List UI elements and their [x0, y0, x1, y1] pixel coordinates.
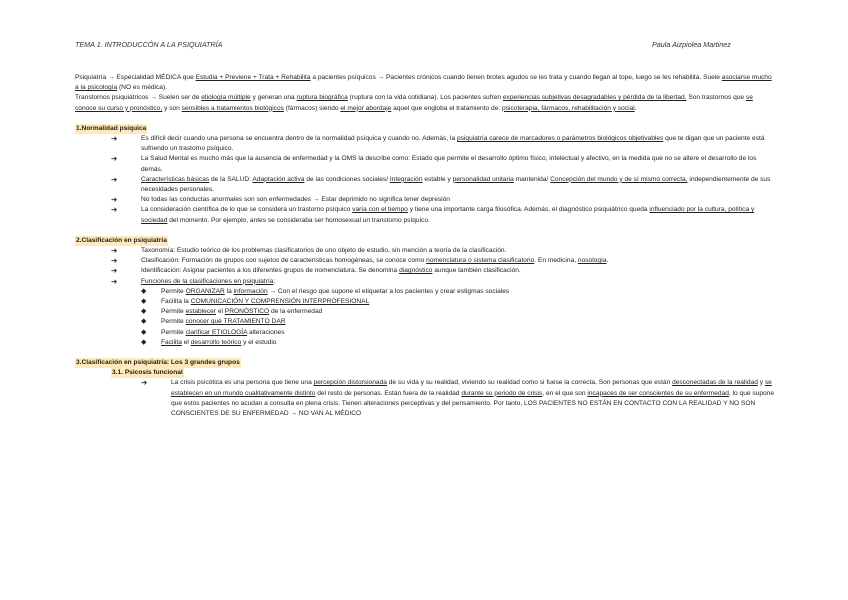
- diamond-bullet-icon: ◆: [141, 298, 147, 306]
- list-item: ◆ Permite conocer qué TRATAMIENTO DAR: [141, 317, 775, 327]
- diamond-bullet-icon: ◆: [141, 308, 147, 316]
- diamond-bullet-icon: ◆: [141, 328, 147, 336]
- intro-paragraph-1: Psiquiatría → Especialidad MÉDICA que Estudia + Previene + Trata + Rehabilita a pacientes psíquicos → Pacientes crónicos cuando tienen brotes agudos se les trata y cuando llegan al tope, luego se les rehabilita. Suele asociarse mucho a la psicología (NO es médica).: [75, 74, 772, 92]
- arrow-bullet-icon: ➔: [111, 276, 118, 286]
- section-2-title: 2.Clasificación en psiquiatría: [75, 236, 168, 246]
- arrow-bullet-icon: ➔: [111, 256, 118, 266]
- list-item: ◆ Permite ORGANIZAR la información → Con el riesgo que supone el etiquetar a los pacientes y crear estigmas sociales: [141, 287, 775, 297]
- arrow-bullet-icon: ➔: [111, 154, 118, 164]
- subsection-3-1-title: 3.1. Psicosis funcional: [111, 368, 184, 378]
- section-2: [75, 236, 775, 348]
- list-item: ➔ Taxonomía: Estudio teórico de los problemas clasificatorios de uno objeto de estudio, sin mención a teoría de la clasificación.: [111, 246, 507, 256]
- section-3-title: 3.Clasificación en psiquiatría: Los 3 grandes grupos: [75, 358, 241, 368]
- section-3: [75, 358, 775, 419]
- header-title: TEMA 1. INTRODUCCÓN A LA PSIQUIATRÍA: [75, 40, 223, 49]
- diamond-bullet-icon: ◆: [141, 338, 147, 346]
- list-item: ◆ Facilita la COMUNICACIÓN Y COMPRENSIÓN INTERPROFESIONAL: [141, 297, 775, 307]
- list-item: ◆ Permite clarificar ETIOLOGÍA alteraciones: [141, 328, 775, 338]
- header-author: Paula Aizpiolea Martinez: [652, 40, 731, 49]
- list-item: ◆ Facilita el desarrollo teórico y el estudio: [141, 338, 775, 348]
- list-item: ➔ Funciones de la clasificaciones en psiquiatría:: [111, 276, 276, 286]
- section-1-title: 1.Normalidad psíquica: [75, 124, 147, 134]
- section-1: [75, 124, 775, 226]
- arrow-bullet-icon: ➔: [111, 195, 118, 205]
- diamond-bullet-icon: ◆: [141, 318, 147, 326]
- list-item: ➔ Clasificación: Formación de grupos con sujetos de características homogéneas, se conoce como nomenclatura o sistema clasificatorio. En medicina, nosología.: [111, 256, 609, 266]
- list-item: ➔ La consideración científica de lo que se considera un trastorno psíquico varía con el tiempo y tiene una importante carga filosófica. Además, el diagnóstico psiquiátrico queda influenciado por la cultura, política y sociedad del momento. Por ejemplo, antes se consideraba ser homosexual un transtorno psíquico.: [111, 205, 755, 224]
- arrow-bullet-icon: ➔: [111, 134, 118, 144]
- arrow-bullet-icon: ➔: [111, 205, 118, 215]
- arrow-bullet-icon: ➔: [111, 266, 118, 276]
- diamond-bullet-icon: ◆: [141, 287, 147, 295]
- list-item: ➔ Características básicas de la SALUD: Adaptación activa de las condiciones sociales/ Integración estable y personalidad unitaria mantenida/ Concepción del mundo y de sí mismo correcta, independientemente de sus necesidades personales.: [111, 174, 771, 194]
- list-item: ➔ La crisis psicótica es una persona que tiene una percepción distorsionada de su vida y su realidad, viviendo su realidad como si fuese la correcta. Son personas que están desconectadas de la realidad y se establecen en un mundo cualitativamente distinto del resto de personas. Están fuera de la realidad durante su periodo de crisis, en el que son incapaces de ser conscientes de su enfermedad, lo que supone que estos pacientes no acudan a consulta en plena crisis. Tienen alteraciones perceptivas y del pensamiento. Por tanto, LOS PACIENTES NO ESTÁN EN CONTACTO CON LA REALIDAD Y NO SON CONSCIENTES DE SU ENFERMEDAD → NO VAN AL MÉDICO: [141, 378, 775, 418]
- list-item: ➔ Identificación: Asignar pacientes a los diferentes grupos de nomenclatura. Se denomina diagnóstico aunque también clasificación.: [111, 266, 521, 276]
- arrow-bullet-icon: ➔: [111, 246, 118, 256]
- intro-paragraph-2: Transtornos psiquiátricos → Suelen ser de etiología múltiple y generan una ruptura biográfica (ruptura con la vida cotidiana). Los pacientes sufren experiencias subjetivas desagradables y pérdida de la libertad. Son trastornos que se conoce su curso y pronóstico, y son sensibles a tratamientos biológicos (fármacos) siendo el mejor abordaje aquel que engloba el tratamiento de: psicoterapia, fármacos, rehabilitación y social.: [75, 94, 753, 112]
- arrow-bullet-icon: ➔: [141, 378, 148, 388]
- list-item: ➔ No todas las conductas anormales son son enfermedades → Estar deprimido no significa tener depresión: [111, 195, 450, 205]
- list-item: ◆ Permite establecer el PRONÓSTICO de la enfermedad: [141, 307, 775, 317]
- arrow-bullet-icon: ➔: [111, 174, 118, 184]
- list-item: ➔ Es difícil decir cuando una persona se encuentra dentro de la normalidad psíquica y cuando no. Además, la psiquiatría carece de marcadores o parámetros biológicos objetivables que te digan que un paciente está sufriendo un trastorno psíquico.: [111, 134, 765, 153]
- list-item: ➔ La Salud Mental es mucho más que la ausencia de enfermedad y la OMS la describe como: Estado que permite el desarrollo óptimo físico, intelectual y afectivo, en la medida que no se altere el desarrollo de los demás.: [111, 154, 757, 173]
- document-body: [75, 73, 775, 419]
